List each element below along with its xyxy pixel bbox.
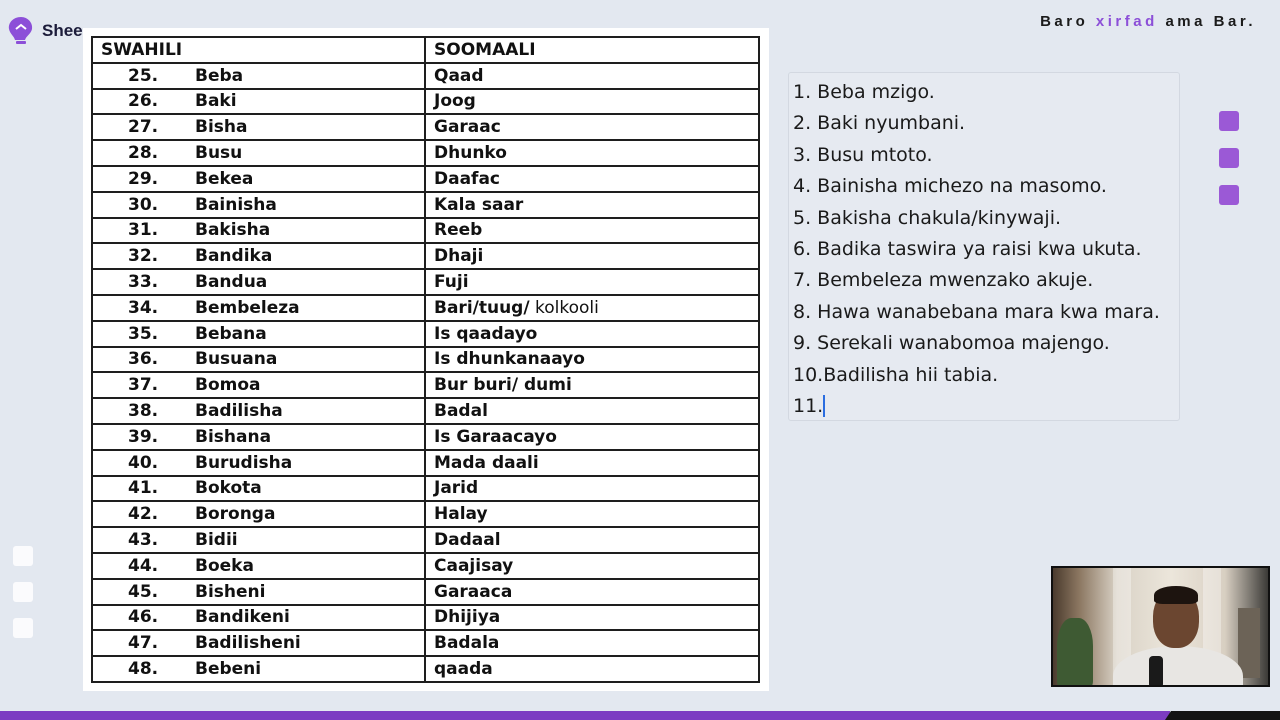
row-number: 28.: [128, 143, 159, 164]
side-square-3[interactable]: [13, 618, 33, 638]
swahili-cell: [92, 166, 425, 192]
soomaali-cell: [425, 424, 759, 450]
swahili-cell: [92, 372, 425, 398]
soomaali-word: Daafac: [434, 168, 500, 189]
swahili-cell: [92, 501, 425, 527]
table-row: [92, 89, 759, 115]
swahili-word: Bokota: [195, 478, 262, 499]
practice-sentence: [793, 328, 1179, 359]
row-number: 48.: [128, 659, 159, 680]
practice-sentence: [793, 140, 1179, 171]
webcam-lamp: [1238, 608, 1260, 678]
app-logo: [4, 14, 83, 48]
soomaali-word: Fuji: [434, 272, 469, 293]
soomaali-word: Garaaca: [434, 581, 513, 602]
soomaali-cell: [425, 114, 759, 140]
slogan-part-2: ama Bar.: [1157, 13, 1256, 30]
row-number: 37.: [128, 375, 159, 396]
soomaali-word: Mada daali: [434, 452, 539, 473]
soomaali-word: Is Garaacayo: [434, 426, 557, 447]
table-row: [92, 476, 759, 502]
swahili-cell: [92, 527, 425, 553]
vocabulary-table: [91, 36, 760, 683]
soomaali-word: Is qaadayo: [434, 323, 538, 344]
practice-sentence: [793, 297, 1179, 328]
swahili-word: Bandikeni: [195, 607, 290, 628]
vocabulary-table-card: [83, 28, 769, 691]
swahili-cell: [92, 347, 425, 373]
practice-sentence: [793, 108, 1179, 139]
table-row: [92, 398, 759, 424]
swahili-word: Boeka: [195, 555, 254, 576]
row-number: 26.: [128, 91, 159, 112]
row-number: 45.: [128, 581, 159, 602]
toolbar-square-2[interactable]: [1219, 148, 1239, 168]
soomaali-word: Garaac: [434, 117, 501, 138]
practice-sentence: [793, 77, 1179, 108]
table-row: [92, 630, 759, 656]
table-row: [92, 243, 759, 269]
table-row: [92, 321, 759, 347]
practice-sentence-text: 7. Bembeleza mwenzako akuje.: [793, 269, 1094, 292]
table-row: [92, 166, 759, 192]
soomaali-word: Joog: [434, 91, 476, 112]
soomaali-cell: [425, 321, 759, 347]
table-header-row: [92, 37, 759, 63]
soomaali-word: Kala saar: [434, 194, 524, 215]
practice-sentence-text: 3. Busu mtoto.: [793, 143, 933, 166]
table-row: [92, 527, 759, 553]
practice-sentence-text: 9. Serekali wanabomoa majengo.: [793, 332, 1110, 355]
text-cursor: [823, 395, 825, 417]
toolbar-square-3[interactable]: [1219, 185, 1239, 205]
swahili-cell: [92, 295, 425, 321]
toolbar-square-1[interactable]: [1219, 111, 1239, 131]
soomaali-cell: [425, 295, 759, 321]
swahili-word: Bandua: [195, 272, 268, 293]
soomaali-word: Is dhunkanaayo: [434, 349, 585, 370]
soomaali-cell: [425, 218, 759, 244]
row-number: 40.: [128, 452, 159, 473]
soomaali-cell: [425, 501, 759, 527]
table-row: [92, 579, 759, 605]
swahili-cell: [92, 63, 425, 89]
swahili-word: Bainisha: [195, 194, 277, 215]
swahili-word: Bekea: [195, 168, 254, 189]
practice-sentence: [793, 265, 1179, 296]
slogan-part-1: Baro: [1040, 13, 1096, 30]
soomaali-cell: [425, 553, 759, 579]
row-number: 42.: [128, 504, 159, 525]
row-number: 36.: [128, 349, 159, 370]
row-number: 39.: [128, 426, 159, 447]
row-number: 30.: [128, 194, 159, 215]
soomaali-cell: [425, 630, 759, 656]
slogan-accent: xirfad: [1095, 13, 1158, 30]
swahili-cell: [92, 398, 425, 424]
webcam-presenter-body: [1113, 646, 1243, 687]
vocabulary-table-body: [92, 63, 759, 682]
practice-sentence-text: 5. Bakisha chakula/kinywaji.: [793, 206, 1062, 229]
soomaali-cell: [425, 140, 759, 166]
swahili-word: Bandika: [195, 246, 273, 267]
practice-sentence: [793, 203, 1179, 234]
soomaali-word: Dadaal: [434, 530, 501, 551]
swahili-cell: [92, 424, 425, 450]
side-square-1[interactable]: [13, 546, 33, 566]
soomaali-cell: [425, 656, 759, 682]
soomaali-word: Bari/tuug/: [434, 297, 530, 318]
table-row: [92, 450, 759, 476]
soomaali-cell: [425, 372, 759, 398]
practice-sentence-text: 8. Hawa wanabebana mara kwa mara.: [793, 300, 1160, 323]
practice-sentence: [793, 171, 1179, 202]
row-number: 34.: [128, 297, 159, 318]
row-number: 29.: [128, 168, 159, 189]
swahili-word: Bakisha: [195, 220, 271, 241]
row-number: 32.: [128, 246, 159, 267]
swahili-word: Bidii: [195, 530, 238, 551]
table-row: [92, 347, 759, 373]
swahili-cell: [92, 114, 425, 140]
soomaali-cell: [425, 605, 759, 631]
swahili-word: Bomoa: [195, 375, 261, 396]
side-square-2[interactable]: [13, 582, 33, 602]
soomaali-cell: [425, 527, 759, 553]
slogan: [1040, 13, 1256, 30]
soomaali-cell: [425, 347, 759, 373]
soomaali-word: Reeb: [434, 220, 483, 241]
swahili-word: Bishana: [195, 426, 272, 447]
practice-sentence: [793, 391, 1179, 422]
row-number: 27.: [128, 117, 159, 138]
soomaali-cell: [425, 89, 759, 115]
soomaali-word: qaada: [434, 659, 493, 680]
row-number: 44.: [128, 555, 159, 576]
bottom-progress-bar: [0, 711, 1170, 720]
swahili-cell: [92, 243, 425, 269]
table-row: [92, 372, 759, 398]
webcam-overlay: [1051, 566, 1270, 687]
swahili-cell: [92, 450, 425, 476]
microphone-icon: [1149, 656, 1163, 687]
swahili-word: Bebeni: [195, 659, 262, 680]
table-row: [92, 140, 759, 166]
soomaali-word-extra: kolkooli: [529, 297, 599, 318]
soomaali-cell: [425, 398, 759, 424]
soomaali-cell: [425, 269, 759, 295]
soomaali-word: Dhaji: [434, 246, 484, 267]
soomaali-cell: [425, 166, 759, 192]
table-row: [92, 501, 759, 527]
table-row: [92, 63, 759, 89]
column-header-soomaali: SOOMAALI: [425, 37, 759, 63]
table-row: [92, 114, 759, 140]
row-number: 35.: [128, 323, 159, 344]
bottom-bar-end: [1165, 711, 1280, 720]
practice-sentence: [793, 234, 1179, 265]
soomaali-cell: [425, 63, 759, 89]
table-row: [92, 605, 759, 631]
swahili-cell: [92, 192, 425, 218]
swahili-cell: [92, 269, 425, 295]
swahili-word: Bisha: [195, 117, 248, 138]
row-number: 25.: [128, 65, 159, 86]
swahili-cell: [92, 605, 425, 631]
table-row: [92, 656, 759, 682]
soomaali-cell: [425, 579, 759, 605]
swahili-word: Bebana: [195, 323, 267, 344]
swahili-word: Badilisheni: [195, 633, 301, 654]
soomaali-cell: [425, 476, 759, 502]
swahili-word: Burudisha: [195, 452, 293, 473]
swahili-cell: [92, 321, 425, 347]
row-number: 38.: [128, 401, 159, 422]
swahili-cell: [92, 579, 425, 605]
swahili-cell: [92, 218, 425, 244]
row-number: 41.: [128, 478, 159, 499]
practice-sentence-text: 11.: [793, 394, 824, 417]
swahili-word: Baki: [195, 91, 237, 112]
swahili-word: Busu: [195, 143, 243, 164]
webcam-plant: [1057, 618, 1093, 687]
soomaali-word: Qaad: [434, 65, 484, 86]
row-number: 33.: [128, 272, 159, 293]
soomaali-word: Badala: [434, 633, 500, 654]
soomaali-cell: [425, 450, 759, 476]
practice-sentence: [793, 360, 1179, 391]
webcam-presenter-hair: [1154, 586, 1198, 604]
table-row: [92, 295, 759, 321]
swahili-word: Busuana: [195, 349, 278, 370]
row-number: 43.: [128, 530, 159, 551]
table-row: [92, 269, 759, 295]
swahili-cell: [92, 476, 425, 502]
swahili-word: Boronga: [195, 504, 276, 525]
soomaali-cell: [425, 243, 759, 269]
table-row: [92, 553, 759, 579]
soomaali-word: Dhunko: [434, 143, 507, 164]
swahili-cell: [92, 89, 425, 115]
practice-sentence-text: 10.Badilisha hii tabia.: [793, 363, 999, 386]
swahili-word: Bisheni: [195, 581, 266, 602]
swahili-word: Badilisha: [195, 401, 283, 422]
swahili-word: Bembeleza: [195, 297, 300, 318]
practice-sentence-text: 1. Beba mzigo.: [793, 81, 935, 103]
row-number: 47.: [128, 633, 159, 654]
row-number: 31.: [128, 220, 159, 241]
swahili-cell: [92, 140, 425, 166]
practice-sentences-box[interactable]: [788, 72, 1180, 421]
swahili-cell: [92, 553, 425, 579]
soomaali-word: Bur buri/ dumi: [434, 375, 572, 396]
soomaali-word: Halay: [434, 504, 488, 525]
logo-text: Shee: [42, 21, 83, 40]
table-row: [92, 218, 759, 244]
table-row: [92, 192, 759, 218]
practice-sentence-text: 4. Bainisha michezo na masomo.: [793, 175, 1107, 198]
soomaali-word: Jarid: [434, 478, 479, 499]
swahili-cell: [92, 630, 425, 656]
soomaali-word: Caajisay: [434, 555, 514, 576]
soomaali-word: Dhijiya: [434, 607, 501, 628]
swahili-cell: [92, 656, 425, 682]
practice-sentence-text: 2. Baki nyumbani.: [793, 112, 966, 135]
lightbulb-logo-icon: [4, 14, 38, 48]
swahili-word: Beba: [195, 65, 244, 86]
practice-sentence-text: 6. Badika taswira ya raisi kwa ukuta.: [793, 237, 1142, 260]
soomaali-word: Badal: [434, 401, 488, 422]
table-row: [92, 424, 759, 450]
column-header-swahili: SWAHILI: [92, 37, 425, 63]
soomaali-cell: [425, 192, 759, 218]
row-number: 46.: [128, 607, 159, 628]
